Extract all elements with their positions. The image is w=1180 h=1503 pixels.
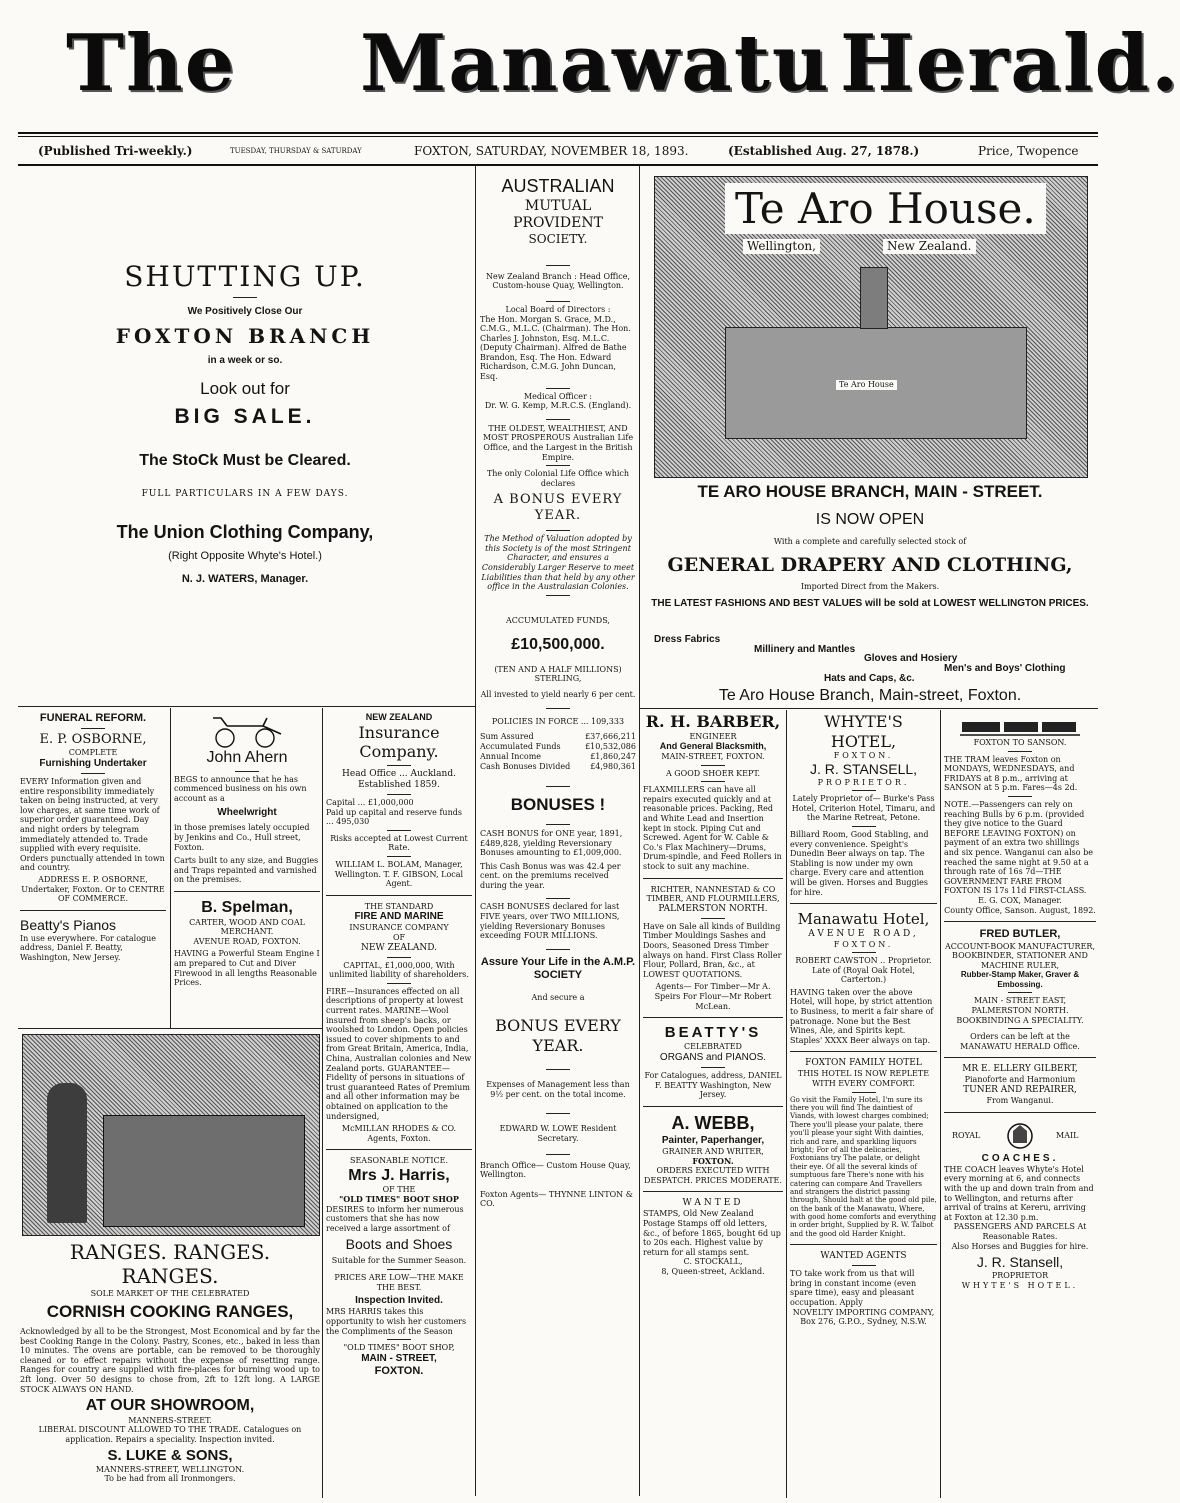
funeral-complete: COMPLETE bbox=[68, 748, 118, 758]
amp-cash3: CASH BONUSES declared for last FIVE years, over TWO MILLIONS, yielding Reversionary Bonuses exceeding FOUR MILLIONS. bbox=[480, 902, 620, 941]
funeral-body: EVERY Information given and entire responsibility immediately taken on being instructed, at very low charges, at same time work of superior order guaranteed. Day and night orders by telegram immediately attended to. Trade supplied with every requisite. Orders punctually attended in town and country. bbox=[20, 777, 165, 873]
shutting-manager: N. J. WATERS, Manager. bbox=[181, 573, 309, 586]
harris-of: OF THE bbox=[382, 1185, 416, 1195]
whyte-late: Lately Proprietor of— Burke's Pass Hotel, Criterion Hotel, Timaru, and the Marine Retreat, Petone. bbox=[791, 794, 936, 823]
amp-table-row bbox=[480, 732, 636, 742]
amp-agents: Foxton Agents— THYNNE LINTON & CO. bbox=[480, 1189, 633, 1209]
amp-row-value: £4,980,361 bbox=[590, 762, 636, 772]
amp-society-ad bbox=[480, 176, 636, 1494]
amp-h2: MUTUAL PROVIDENT bbox=[513, 197, 603, 232]
shutting-branch: FOXTON BRANCH bbox=[115, 324, 375, 349]
range-stove bbox=[103, 1115, 305, 1227]
ranges-title: RANGES. RANGES. RANGES. bbox=[69, 1240, 271, 1289]
manawatu-hotel-prop: ROBERT CAWSTON .. Proprietor. Late of (Royal Oak Hotel, Carterton.) bbox=[795, 956, 932, 985]
hotels-column bbox=[790, 712, 937, 1496]
amp-row-value: £10,532,086 bbox=[585, 742, 636, 752]
webb-trade2: GRAINER AND WRITER, bbox=[662, 1147, 764, 1157]
shutting-title: SHUTTING UP. bbox=[124, 260, 366, 293]
te-aro-house-ad bbox=[644, 170, 1096, 706]
luke-addr: MANNERS-STREET, WELLINGTON. bbox=[95, 1464, 245, 1474]
webb-orders: ORDERS EXECUTED WITH DESPATCH. PRICES MODERATE. bbox=[644, 1166, 782, 1185]
ahern-body1: BEGS to announce that he has commenced business on his own account as a bbox=[174, 774, 307, 803]
whyte-proptitle: PROPRIETOR. bbox=[817, 777, 910, 787]
dateline-date: FOXTON, SATURDAY, NOVEMBER 18, 1893. bbox=[414, 144, 689, 158]
amp-row-label: Cash Bonuses Divided bbox=[480, 762, 571, 772]
shutting-location: (Right Opposite Whyte's Hotel.) bbox=[168, 549, 322, 562]
ranges-ad bbox=[20, 1240, 320, 1496]
ahern-body2: in those premises lately occupied by Jenkins and Co., Hull street, Foxton. bbox=[174, 823, 310, 852]
dateline bbox=[18, 140, 1098, 162]
barber-trade: And General Blacksmith, bbox=[659, 741, 767, 752]
col-divider bbox=[170, 708, 171, 1028]
beatty-cel: CELEBRATED bbox=[684, 1042, 742, 1052]
luke-had: To be had from all Ironmongers. bbox=[104, 1474, 236, 1484]
richter-agents: Agents— For Timber—Mr A. Speirs For Flour—Mr Robert McLean. bbox=[654, 982, 772, 1011]
te-aro-latest: THE LATEST FASHIONS AND BEST VALUES will be sold at LOWEST WELLINGTON PRICES. bbox=[651, 598, 1089, 609]
amp-table-row bbox=[480, 752, 636, 762]
standard-h3: INSURANCE COMPANY bbox=[349, 923, 449, 933]
harris-suitable: Suitable for the Summer Season. bbox=[331, 1256, 467, 1266]
gilbert-from: From Wanganui. bbox=[986, 1095, 1054, 1105]
whyte-prop: J. R. STANSELL, bbox=[809, 760, 918, 777]
whyte-body: Billiard Room, Good Stabling, and every convenience. Speight's Dunedin Beer always on tap. The Stabling is now under my own charge. Every care and attention will be given. Horses and Buggies for hire. bbox=[790, 830, 929, 897]
coaches-title: COACHES. bbox=[981, 1152, 1059, 1164]
shutting-big-sale: BIG SALE. bbox=[174, 404, 316, 428]
webb-name: A. WEBB, bbox=[671, 1112, 755, 1133]
harris-body2: MRS HARRIS takes this opportunity to wish her customers the Compliments of the Season bbox=[326, 1307, 467, 1336]
amp-policies: POLICIES IN FORCE ... 109,333 bbox=[491, 716, 625, 726]
butler-stamp: Rubber-Stamp Maker, Graver & Embossing. bbox=[960, 970, 1080, 989]
manawatu-hotel-name: Manawatu Hotel, bbox=[797, 910, 930, 929]
dateline-rule bbox=[18, 164, 1098, 166]
coaches-royal: ROYAL bbox=[952, 1130, 981, 1140]
amp-method: The Method of Valuation adopted by this Society is of the most Stringent Character, and ensures a Considerably Larger Reserve to meet Liabilities than that held by any other office in the Australasian Colonies. bbox=[481, 534, 635, 592]
col-divider bbox=[786, 710, 787, 1498]
ranges-showroom: AT OUR SHOWROOM, bbox=[85, 1397, 255, 1415]
amp-row-label: Sum Assured bbox=[480, 732, 534, 742]
amp-assure: Assure Your Life in the A.M.P. SOCIETY bbox=[480, 955, 636, 982]
barber-name: R. H. BARBER, bbox=[645, 712, 781, 731]
ranges-sole: SOLE MARKET OF THE CELEBRATED bbox=[90, 1288, 250, 1298]
masthead bbox=[0, 0, 1180, 130]
amp-h3: SOCIETY. bbox=[528, 232, 588, 247]
masthead-herald: Herald. bbox=[840, 18, 1180, 109]
standard-h2: FIRE AND MARINE bbox=[354, 911, 444, 923]
wanted-title: WANTED bbox=[682, 1198, 744, 1209]
masthead-the: The bbox=[66, 18, 237, 109]
te-aro-gloves: Gloves and Hosiery bbox=[864, 653, 958, 664]
webb-trade: Painter, Paperhanger, bbox=[661, 1134, 765, 1146]
manawatu-hotel-body: HAVING taken over the above Hotel, will hope, by strict attention to Business, to merit a fair share of patronage. None but the Best Wines, Ale, and Spirits kept. Staples' XXXX Beer always on tap. bbox=[790, 987, 934, 1045]
standard-agents: McMILLAN RHODES & CO. Agents, Foxton. bbox=[341, 1124, 457, 1143]
te-aro-building bbox=[725, 327, 1027, 439]
tram-route: FOXTON TO SANSON. bbox=[973, 738, 1067, 747]
cook-figure bbox=[47, 1083, 87, 1223]
funeral-address: ADDRESS E. P. OSBORNE, Undertaker, Foxton. Or to CENTRE OF COMMERCE. bbox=[21, 874, 165, 904]
nzins-agents: WILLIAM L. BOLAM, Manager, Wellington. T. F. GIBSON, Local Agent. bbox=[334, 859, 464, 889]
amp-medical: Dr. W. G. Kemp, M.R.C.S. (England). bbox=[484, 401, 632, 411]
harris-inspection: Inspection Invited. bbox=[355, 1295, 443, 1307]
dateline-days: TUESDAY, THURSDAY & SATURDAY bbox=[230, 147, 362, 155]
harris-main: MAIN - STREET, bbox=[361, 1352, 437, 1364]
coaches-mail: MAIL bbox=[1056, 1130, 1079, 1140]
masthead-rule-thin bbox=[18, 136, 1098, 137]
nzins-h2: Insurance Company. bbox=[358, 722, 440, 762]
royal-crest-icon bbox=[1005, 1121, 1035, 1151]
amp-row-value: £37,666,211 bbox=[585, 732, 636, 742]
amp-bonus-every: A BONUS EVERY YEAR. bbox=[493, 492, 623, 524]
tram-council: County Office, Sanson. August, 1892. bbox=[944, 905, 1096, 915]
shutting-up-ad bbox=[20, 260, 470, 640]
harris-boots: Boots and Shoes bbox=[345, 1236, 453, 1253]
wanted-agents-title: WANTED AGENTS bbox=[820, 1251, 907, 1262]
wanted-addr: 8, Queen-street, Ackland. bbox=[661, 1267, 765, 1277]
amp-cash1: CASH BONUS for ONE year, 1891, £489,828, yielding Reversionary Bonuses amounting to £1,009,000. bbox=[480, 828, 623, 858]
amp-branch: New Zealand Branch : Head Office, Custom-house Quay, Wellington. bbox=[485, 271, 631, 291]
harris-notice: SEASONABLE NOTICE. bbox=[349, 1156, 449, 1166]
coaches-body: THE COACH leaves Whyte's Hotel every morning at 6, and connects with the up and down train from and to Wellington, and returns after arrival of trains at Kereru, arriving at Foxton at 12.30 p.m. bbox=[944, 1164, 1094, 1222]
amp-expenses: Expenses of Management less than 9½ per cent. on the total income. bbox=[486, 1080, 630, 1099]
spelman-trade: CARTER, WOOD AND COAL MERCHANT. bbox=[189, 917, 305, 937]
family-name: FOXTON FAMILY HOTEL bbox=[805, 1058, 922, 1069]
funeral-reform-ad bbox=[20, 712, 166, 1027]
masthead-rule-top bbox=[18, 132, 1098, 134]
te-aro-hats: Hats and Caps, &c. bbox=[824, 673, 915, 684]
amp-bonus-big: BONUS EVERY YEAR. bbox=[495, 1016, 621, 1055]
spelman-name: B. Spelman, bbox=[201, 899, 293, 917]
amp-medical-title: Medical Officer : bbox=[523, 391, 593, 401]
ahern-name: John Ahern bbox=[206, 749, 288, 766]
harris-shop: "OLD TIMES" BOOT SHOP bbox=[339, 1194, 459, 1205]
family-body: Go visit the Family Hotel, I'm sure its there you will find The daintiest of Viands, with lowest charges combined; There you'll please your palate, there you'll please your sight With dainties, rich and rare, and sparkling liquors bright; For of all the delicacies, Foxtonians try The palate, or delight their eye. Of all the several kinds of sumptuous fare There's none with his catering can compare And Travellers and strangers the district passing through, Should halt at the good old pile, on the bank of the Manawatu, Where, with good home comforts and everything in order bright, Supplied by R. W. Talbot and the good old Harder Knight. bbox=[790, 1095, 937, 1238]
richter-name: RICHTER, NANNESTAD & CO bbox=[650, 884, 776, 894]
shutting-lookout: Look out for bbox=[200, 378, 290, 398]
butler-name: FRED BUTLER, bbox=[979, 928, 1061, 941]
amp-invested: All invested to yield nearly 6 per cent. bbox=[480, 690, 636, 699]
te-aro-branch: TE ARO HOUSE BRANCH, MAIN - STREET. bbox=[697, 482, 1043, 501]
standard-body: FIRE—Insurances effected on all descriptions of property at lowest current rates. MARINE—Wool insured from sheep's backs, or woolshed to London. Open policies issued to cover shipments to and from Great Britain, America, India, China, Australian colonies and New Zealand ports. GUARANTEE—Fidelity of persons in situations of trust guaranteed Rates of Premium and all other information may be obtained on application to the undersigned, bbox=[326, 986, 472, 1121]
harris-foxton: FOXTON. bbox=[374, 1365, 424, 1377]
butler-orders: Orders can be left at the MANAWATU HERALD Office. bbox=[960, 1032, 1080, 1051]
te-aro-tower bbox=[860, 267, 888, 329]
col-divider bbox=[639, 166, 640, 1496]
harris-body: DESIRES to inform her numerous customers that she has now received a large assortment of bbox=[326, 1204, 464, 1233]
ranges-engraving bbox=[22, 1034, 320, 1236]
te-aro-mens: Men's and Boys' Clothing bbox=[944, 663, 1066, 674]
te-aro-engraving bbox=[654, 176, 1088, 478]
shutting-company: The Union Clothing Company, bbox=[116, 521, 374, 542]
amp-lowe: EDWARD W. LOWE Resident Secretary. bbox=[499, 1124, 617, 1144]
coaches-stansell: J. R. Stansell, bbox=[976, 1254, 1064, 1271]
shutting-line3: in a week or so. bbox=[207, 354, 283, 366]
whyte-place: FOXTON. bbox=[833, 751, 894, 761]
richter-place: PALMERSTON NORTH. bbox=[658, 903, 768, 914]
nzins-capital: Capital ... £1,000,000 bbox=[326, 797, 414, 807]
amp-table bbox=[480, 732, 636, 772]
manawatu-hotel-addr: AVENUE ROAD, bbox=[808, 928, 919, 939]
insurance-column bbox=[326, 712, 472, 1496]
wanted-agents-co: NOVELTY IMPORTING COMPANY, Box 276, G.P.O., Sydney, N.S.W. bbox=[792, 1307, 935, 1327]
nzins-paid: Paid up capital and reserve funds ... 495,030 bbox=[326, 807, 462, 827]
tram-body: THE TRAM leaves Foxton on MONDAYS, WEDNESDAYS, and FRIDAYS at 8 p.m., arriving at SANSON at 5 p.m. Fares—4s 2d. bbox=[944, 754, 1078, 793]
barber-column bbox=[643, 712, 783, 1496]
te-aro-title: Te Aro House. bbox=[725, 183, 1046, 234]
tram-note: NOTE.—Passengers can rely on reaching Bulls by 6 p.m. (provided they give notice to the Guard BEFORE LEAVING FOXTON) on payment of an extra two shillings and six pence. Wanganui can also be reached the same night at 9.50 at a through rate of 16s 7d—THE GOVERNMENT FARE FROM FOXTON IS 17s 11d FIRST-CLASS. bbox=[944, 799, 1093, 896]
coaches-prop: PROPRIETOR bbox=[991, 1271, 1049, 1281]
harris-name: Mrs J. Harris, bbox=[348, 1166, 450, 1184]
funeral-name: E. P. OSBORNE, bbox=[39, 732, 147, 748]
butler-addr: MAIN - STREET EAST, PALMERSTON NORTH. bbox=[971, 996, 1069, 1016]
shutting-stock: The StoCk Must be Cleared. bbox=[139, 452, 351, 470]
richter-trade: TIMBER, AND FLOURMILLERS, bbox=[646, 894, 780, 904]
ahern-body3: Carts built to any size, and Buggies and Traps repainted and varnished on the premises. bbox=[174, 856, 319, 885]
standard-h5: NEW ZEALAND. bbox=[361, 942, 437, 953]
amp-row-value: £1,860,247 bbox=[590, 752, 636, 762]
nzins-risks: Risks accepted at Lowest Current Rate. bbox=[330, 833, 468, 853]
standard-h4: OF bbox=[392, 933, 406, 943]
amp-only: The only Colonial Life Office which declares bbox=[486, 469, 630, 488]
te-aro-sign: Te Aro House bbox=[836, 380, 897, 390]
spelman-body: HAVING a Powerful Steam Engine I am prepared to Cut and Diver Firewood in all lengths Reasonable Prices. bbox=[174, 949, 320, 988]
beatty-pianos-title: Beatty's Pianos bbox=[20, 916, 117, 933]
dateline-established: (Established Aug. 27, 1878.) bbox=[728, 144, 920, 158]
te-aro-sub1: Wellington, bbox=[743, 239, 820, 254]
dateline-price: Price, Twopence bbox=[978, 144, 1079, 158]
butler-spec: BOOKBINDING A SPECIALITY. bbox=[956, 1015, 1084, 1025]
section-rule bbox=[639, 708, 1098, 709]
te-aro-open: IS NOW OPEN bbox=[815, 511, 925, 528]
te-aro-millinery: Millinery and Mantles bbox=[754, 644, 856, 655]
harris-shop2: "OLD TIMES" BOOT SHOP, bbox=[343, 1343, 455, 1353]
amp-cash2: This Cash Bonus was was 42.4 per cent. on the premiums received during the year. bbox=[480, 861, 621, 890]
amp-secure: And secure a bbox=[531, 992, 585, 1002]
te-aro-imported: Imported Direct from the Makers. bbox=[800, 582, 940, 591]
gilbert-tuner: TUNER AND REPAIRER, bbox=[963, 1085, 1077, 1095]
amp-row-label: Accumulated Funds bbox=[480, 742, 561, 752]
luke-name: S. LUKE & SONS, bbox=[107, 1446, 233, 1464]
amp-table-row bbox=[480, 762, 636, 772]
wanted-body: STAMPS, Old New Zealand Postage Stamps off old letters, &c., of before 1865, bought 6d up to 20s each. Highest value by return for all stamps sent. bbox=[643, 1209, 781, 1257]
amp-oldest: THE OLDEST, WEALTHIEST, AND MOST PROSPEROUS Australian Life Office, and the Largest in the British Empire. bbox=[482, 423, 634, 462]
tram-icon bbox=[960, 718, 1080, 738]
amp-row-label: Annual Income bbox=[480, 752, 542, 762]
amp-board: The Hon. Morgan S. Grace, M.D., C.M.G., M.L.C. (Chairman). The Hon. Charles J. Johnston, Esq. M.L.C. (Deputy Chairman). Alfred de Bathe Brandon, Esq. The Hon. Edward Richardson, C.M.G. John Duncan, Esq. bbox=[480, 314, 631, 382]
coaches-horses: Also Horses and Buggies for hire. bbox=[951, 1241, 1089, 1251]
beatty-pianos-body: In use everywhere. For catalogue address, Daniel F. Beatty, Washington, New Jersey. bbox=[20, 933, 157, 963]
te-aro-sub2: New Zealand. bbox=[883, 239, 976, 254]
amp-accum-words: (TEN AND A HALF MILLIONS) STERLING, bbox=[494, 664, 622, 684]
amp-bonuses: BONUSES ! bbox=[510, 795, 606, 815]
te-aro-dress: Dress Fabrics bbox=[654, 634, 721, 645]
gilbert-name: MR E. ELLERY GILBERT, bbox=[962, 1064, 1078, 1075]
te-aro-general: GENERAL DRAPERY AND CLOTHING, bbox=[667, 554, 1073, 576]
te-aro-footer: Te Aro House Branch, Main-street, Foxton. bbox=[718, 687, 1022, 704]
ranges-body: Acknowledged by all to be the Strongest, Most Economical and by far the best Cooking Range in the Colony. Pastry, Scones, etc., baked in less than 10 minutes. The ovens are portable, can be removed to be thoroughly cleaned or to effect repairs without the expense of resetting range. Ranges for country are supplied with fire-places for burning wood up to 2ft long. Over 50 designs to chose from, 2ft to 12ft long. A LARGE STOCK ALWAYS ON HAND. bbox=[20, 1327, 320, 1394]
wanted-agents-body: TO take work from us that will bring in constant income (even spare time), easy and pleasant occupation. Apply bbox=[790, 1269, 917, 1307]
gilbert-trade: Pianoforte and Harmonium bbox=[964, 1075, 1076, 1085]
ranges-liberal: LIBERAL DISCOUNT ALLOWED TO THE TRADE. Catalogues on application. Repairs a speciality. Inspection invited. bbox=[38, 1425, 302, 1444]
standard-capital: CAPITAL, £1,000,000, With unlimited liability of shareholders. bbox=[329, 960, 469, 980]
funeral-title: FUNERAL REFORM. bbox=[39, 712, 147, 724]
amp-board-title: Local Board of Directors : bbox=[505, 304, 611, 314]
amp-table-row bbox=[480, 742, 636, 752]
spelman-addr: AVENUE ROAD, FOXTON. bbox=[193, 936, 301, 946]
beatty-body: For Catalogues, address, DANIEL F. BEATTY Washington, New Jersey. bbox=[644, 1071, 782, 1100]
nzins-head: Head Office ... Auckland. Established 1859. bbox=[342, 769, 456, 790]
family-sub: THIS HOTEL IS NOW REPLETE WITH EVERY COMFORT. bbox=[797, 1069, 930, 1088]
tram-cox: E. G. COX, Manager. bbox=[978, 895, 1062, 905]
coaches-hotel: WHYTE'S HOTEL. bbox=[961, 1280, 1079, 1290]
tram-column bbox=[944, 712, 1096, 1496]
coaches-header bbox=[944, 1119, 1096, 1153]
ranges-cornish: CORNISH COOKING RANGES, bbox=[46, 1302, 294, 1322]
nzins-h1: NEW ZEALAND bbox=[365, 712, 433, 722]
barber-eng: ENGINEER bbox=[689, 731, 737, 741]
ranges-street: MANNERS-STREET. bbox=[128, 1415, 212, 1425]
dateline-published: (Published Tri-weekly.) bbox=[38, 144, 193, 158]
amp-accum: £10,500,000. bbox=[511, 636, 605, 654]
beatty-name: BEATTY'S bbox=[664, 1024, 762, 1042]
manawatu-hotel-place: FOXTON. bbox=[833, 939, 894, 949]
shutting-line1: We Positively Close Our bbox=[187, 306, 303, 318]
carriage-icon bbox=[207, 712, 287, 748]
amp-h1: AUSTRALIAN bbox=[501, 176, 615, 196]
barber-shoer: A GOOD SHOER KEPT. bbox=[665, 768, 761, 778]
masthead-manawatu: Manawatu bbox=[360, 18, 831, 109]
webb-place: FOXTON. bbox=[692, 1155, 734, 1166]
ahern-wheelwright: Wheelwright bbox=[217, 807, 277, 819]
richter-body: Have on Sale all kinds of Building Timber Mouldings Sashes and Doors, Seasoned Dress Timber always on hand. First Class Roller Flour, Pollard, Bran, &c., at LOWEST QUOTATIONS. bbox=[643, 921, 782, 979]
coaches-parcels: PASSENGERS AND PARCELS At Reasonable Rates. bbox=[953, 1222, 1087, 1241]
barber-addr: MAIN-STREET, FOXTON. bbox=[661, 752, 765, 762]
john-ahern-ad bbox=[174, 712, 320, 1027]
barber-body: FLAXMILLERS can have all repairs executed quickly and at reasonable prices. Packing, Red and White Lead and Insertion kept in stock. Piping Cut and Screwed. Agent for W. Cable & Co.'s Flax Machinery—Drums, Drum-spindle, and Feed Rollers in stock to suit any machine. bbox=[643, 785, 782, 872]
harris-prices: PRICES ARE LOW—THE MAKE THE BEST. bbox=[334, 1273, 464, 1292]
col-divider bbox=[322, 708, 323, 1498]
standard-h1: THE STANDARD bbox=[364, 901, 434, 911]
col-divider bbox=[940, 710, 941, 1498]
shutting-particulars: FULL PARTICULARS IN A FEW DAYS. bbox=[141, 488, 349, 499]
butler-trade: ACCOUNT-BOOK MANUFACTURER, BOOKBINDER, STATIONER AND MACHINE RULER, bbox=[945, 941, 1095, 970]
te-aro-with: With a complete and carefully selected stock of bbox=[773, 537, 967, 546]
col-divider bbox=[475, 166, 476, 1496]
wanted-name: C. STOCKALL, bbox=[683, 1257, 743, 1267]
amp-office: Branch Office— Custom House Quay, Wellington. bbox=[480, 1160, 631, 1180]
beatty-organs: ORGANS and PIANOS. bbox=[659, 1052, 767, 1063]
whyte-name: WHYTE'S HOTEL, bbox=[824, 712, 903, 751]
amp-accum-title: ACCUMULATED FUNDS, bbox=[506, 615, 610, 625]
funeral-trade: Furnishing Undertaker bbox=[39, 757, 147, 769]
section-rule bbox=[18, 706, 475, 707]
